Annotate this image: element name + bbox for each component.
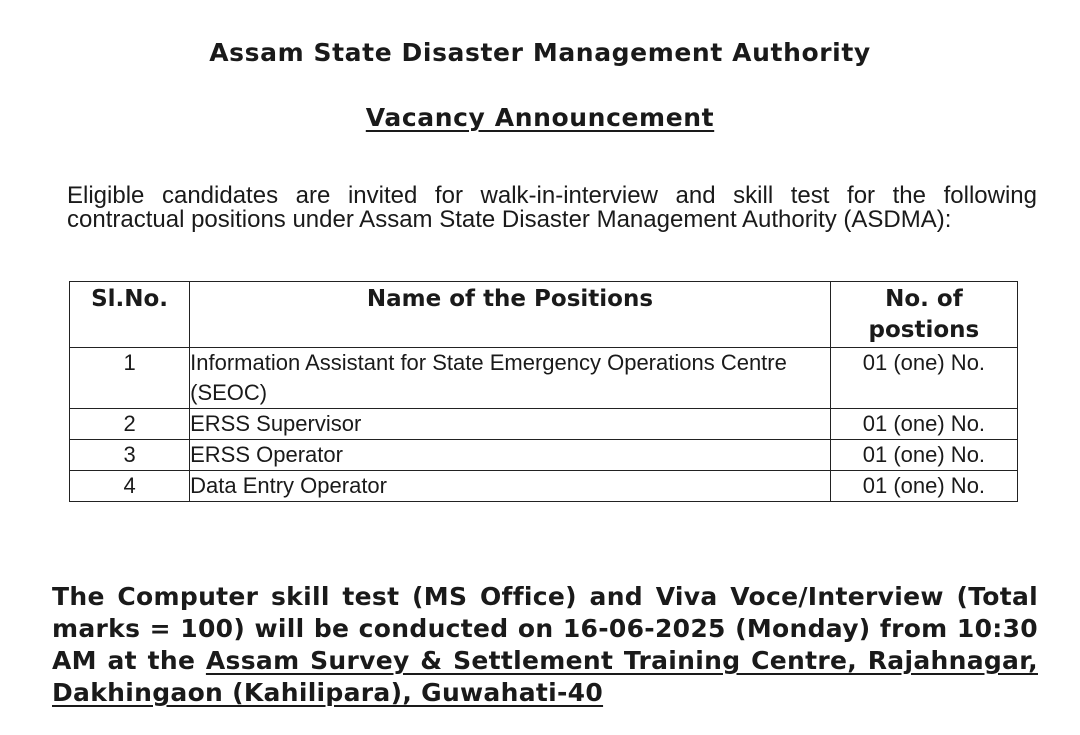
announcement-heading — [0, 103, 1080, 132]
row-sl-no: 3 — [70, 440, 190, 471]
positions-table — [69, 281, 1018, 502]
row-position-name: Information Assistant for State Emergency Operations Centre (SEOC) — [190, 348, 831, 409]
table-row — [70, 471, 1018, 502]
row-position-count: 01 (one) No. — [830, 471, 1017, 502]
table-row — [70, 440, 1018, 471]
row-position-name: Data Entry Operator — [190, 471, 831, 502]
venue-address: Assam Survey & Settlement Training Centre, Rajahnagar, Dakhingaon (Kahilipara), Guwahati-40 — [52, 646, 1038, 707]
table-row — [70, 348, 1018, 409]
row-position-name: ERSS Supervisor — [190, 409, 831, 440]
table-header-row — [70, 282, 1018, 348]
test-schedule-notice — [52, 581, 1038, 709]
header-sl-no: Sl.No. — [70, 282, 190, 348]
row-sl-no: 1 — [70, 348, 190, 409]
intro-paragraph: Eligible candidates are invited for walk-in-interview and skill test for the following contractual positions under Assam State Disaster Management Authority (ASDMA): — [67, 182, 1037, 233]
header-position-name: Name of the Positions — [190, 282, 831, 348]
row-position-count: 01 (one) No. — [830, 409, 1017, 440]
announcement-heading-text: Vacancy Announcement — [365, 103, 715, 132]
row-position-name: ERSS Operator — [190, 440, 831, 471]
notice-text: The Computer skill test (MS Office) and Viva Voce/Interview (Total marks = 100) will be conducted on 16-06-2025 (Monday) from 10:30 AM at the — [52, 582, 1038, 675]
row-position-count: 01 (one) No. — [830, 348, 1017, 409]
row-sl-no: 4 — [70, 471, 190, 502]
row-sl-no: 2 — [70, 409, 190, 440]
organization-title: Assam State Disaster Management Authority — [209, 38, 871, 67]
header-position-count: No. of postions — [830, 282, 1017, 348]
row-position-count: 01 (one) No. — [830, 440, 1017, 471]
table-row — [70, 409, 1018, 440]
